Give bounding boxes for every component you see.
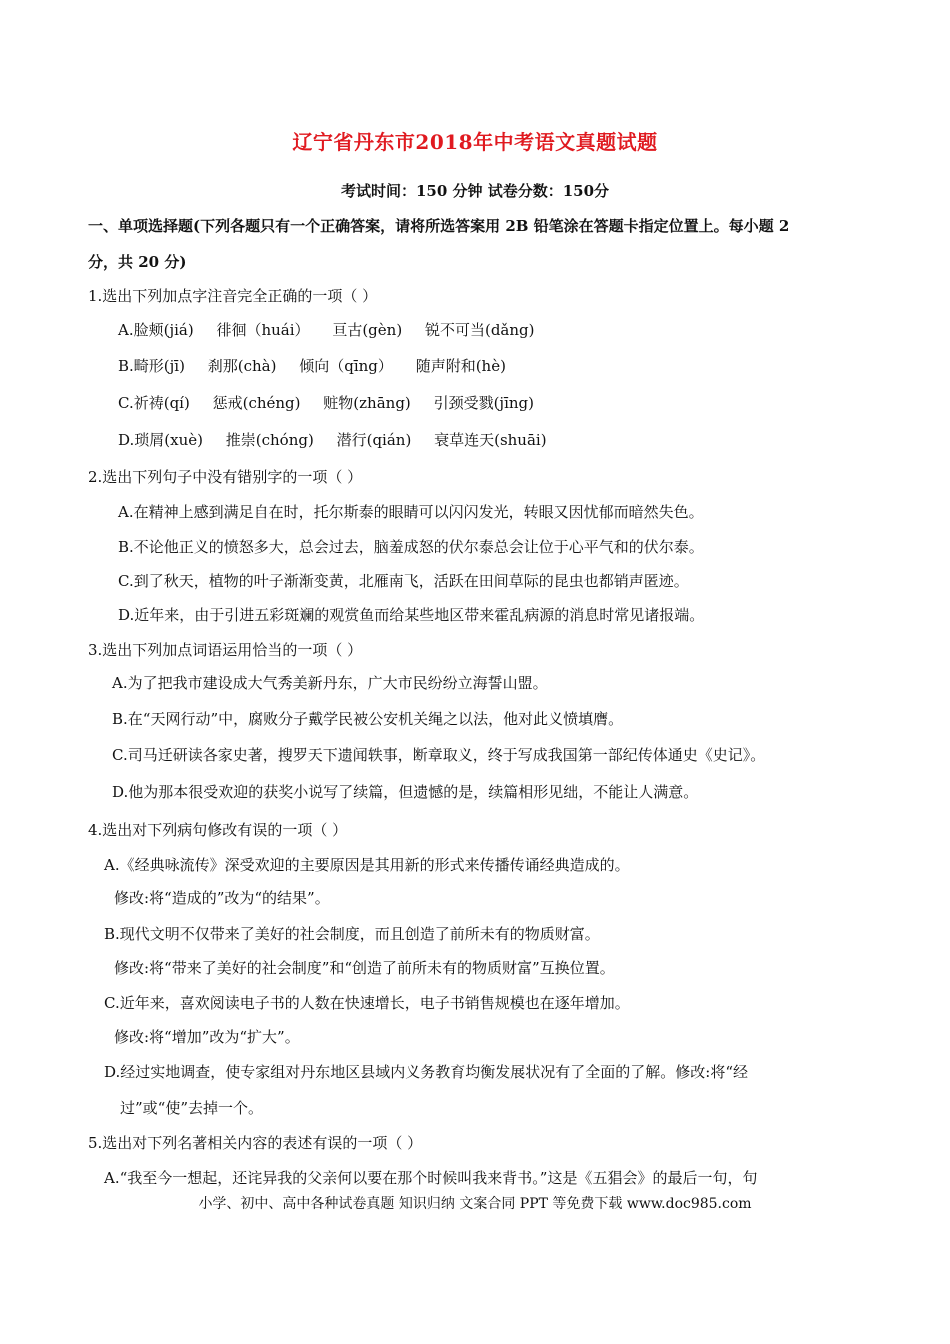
q1-d-3: 潜行(qián): [336, 431, 412, 449]
q1-b-3: 倾向（qīng）: [299, 357, 393, 375]
q4-option-b: B.现代文明不仅带来了美好的社会制度，而且创造了前所未有的物质财富。: [104, 925, 600, 943]
q3-option-d: D.他为那本很受欢迎的获奖小说写了续篇，但遗憾的是，续篇相形见绌，不能让人满意。: [112, 783, 699, 801]
q3-option-a: A.为了把我市建设成大气秀美新丹东，广大市民纷纷立海誓山盟。: [112, 674, 548, 692]
q4-stem: 4.选出对下列病句修改有误的一项（ ）: [88, 821, 348, 839]
q2-option-d: D.近年来，由于引进五彩斑斓的观赏鱼而给某些地区带来霍乱病源的消息时常见诸报端。: [118, 606, 705, 624]
q1-c-2: 惩戒(chéng): [212, 394, 301, 412]
q4-option-d-cont: 过”或“使”去掉一个。: [120, 1099, 264, 1117]
q1-d-4: 衰草连天(shuāi): [434, 431, 547, 449]
q4-option-c: C.近年来，喜欢阅读电子书的人数在快速增长，电子书销售规模也在逐年增加。: [104, 994, 630, 1012]
q5-option-a: A.“我至今一想起，还诧异我的父亲何以要在那个时候叫我来背书。”这是《五猖会》的最后一句，句: [104, 1169, 758, 1187]
section-heading-line1: 一、单项选择题(下列各题只有一个正确答案，请将所选答案用 2B 铅笔涂在答题卡指定位置上。每小题 2: [88, 217, 790, 235]
q1-d-2: 推崇(chóng): [225, 431, 314, 449]
q1-option-a: [118, 320, 552, 340]
q3-stem: 3.选出下列加点词语运用恰当的一项（ ）: [88, 641, 363, 659]
q5-stem: 5.选出对下列名著相关内容的表述有误的一项（ ）: [88, 1134, 423, 1152]
q1-c-1: C.祈祷(qí): [118, 394, 190, 412]
q1-a-2: 徘徊（huái）: [216, 321, 310, 339]
q1-c-3: 赃物(zhāng): [323, 394, 411, 412]
q1-b-1: B.畸形(jī): [118, 357, 185, 375]
q2-stem: 2.选出下列句子中没有错别字的一项（ ）: [88, 468, 363, 486]
section-heading-line2: 分，共 20 分): [88, 253, 187, 271]
page-title: 辽宁省丹东市2018年中考语文真题试题: [292, 130, 658, 154]
q4-option-a-fix: 修改:将“造成的”改为“的结果”。: [114, 889, 330, 907]
q3-option-b: B.在“天网行动”中，腐败分子戴学民被公安机关绳之以法，他对此义愤填膺。: [112, 710, 624, 728]
q4-option-c-fix: 修改:将“增加”改为“扩大”。: [114, 1028, 300, 1046]
q1-a-3: 亘古(gèn): [332, 321, 403, 339]
q1-a-1: A.脸颊(jiá): [118, 321, 194, 339]
q1-d-1: D.琐屑(xuè): [118, 431, 203, 449]
q3-option-c: C.司马迁研读各家史著，搜罗天下遗闻轶事，断章取义，终于写成我国第一部纪传体通史《史记》。: [112, 746, 766, 764]
page-footer: 小学、初中、高中各种试卷真题 知识归纳 文案合同 PPT 等免费下载 www.doc985.com: [198, 1196, 752, 1212]
exam-info: 考试时间：150 分钟 试卷分数：150分: [340, 182, 610, 200]
q2-option-b: B.不论他正义的愤怒多大，总会过去，脑羞成怒的伏尔泰总会让位于心平气和的伏尔泰。: [118, 538, 704, 556]
q1-b-4: 随声附和(hè): [415, 357, 506, 375]
q4-option-b-fix: 修改:将“带来了美好的社会制度”和“创造了前所未有的物质财富”互换位置。: [114, 959, 615, 977]
q2-option-c: C.到了秋天，植物的叶子渐渐变黄，北雁南飞，活跃在田间草际的昆虫也都销声匿迹。: [118, 572, 689, 590]
q1-a-4: 锐不可当(dǎng): [424, 321, 535, 339]
q2-option-a: A.在精神上感到满足自在时，托尔斯泰的眼睛可以闪闪发光，转眼又因忧郁而暗然失色。: [118, 503, 704, 521]
q4-option-d: D.经过实地调查，使专家组对丹东地区县域内义务教育均衡发展状况有了全面的了解。修改:将“经: [104, 1063, 748, 1081]
q1-b-2: 刹那(chà): [207, 357, 277, 375]
q1-option-b: [118, 356, 524, 376]
q1-c-4: 引颈受戮(jīng): [433, 394, 534, 412]
q1-option-c: [118, 393, 552, 413]
q1-option-d: [118, 430, 565, 450]
q1-stem: 1.选出下列加点字注音完全正确的一项（ ）: [88, 287, 378, 305]
q4-option-a: A.《经典咏流传》深受欢迎的主要原因是其用新的形式来传播传诵经典造成的。: [104, 856, 630, 874]
